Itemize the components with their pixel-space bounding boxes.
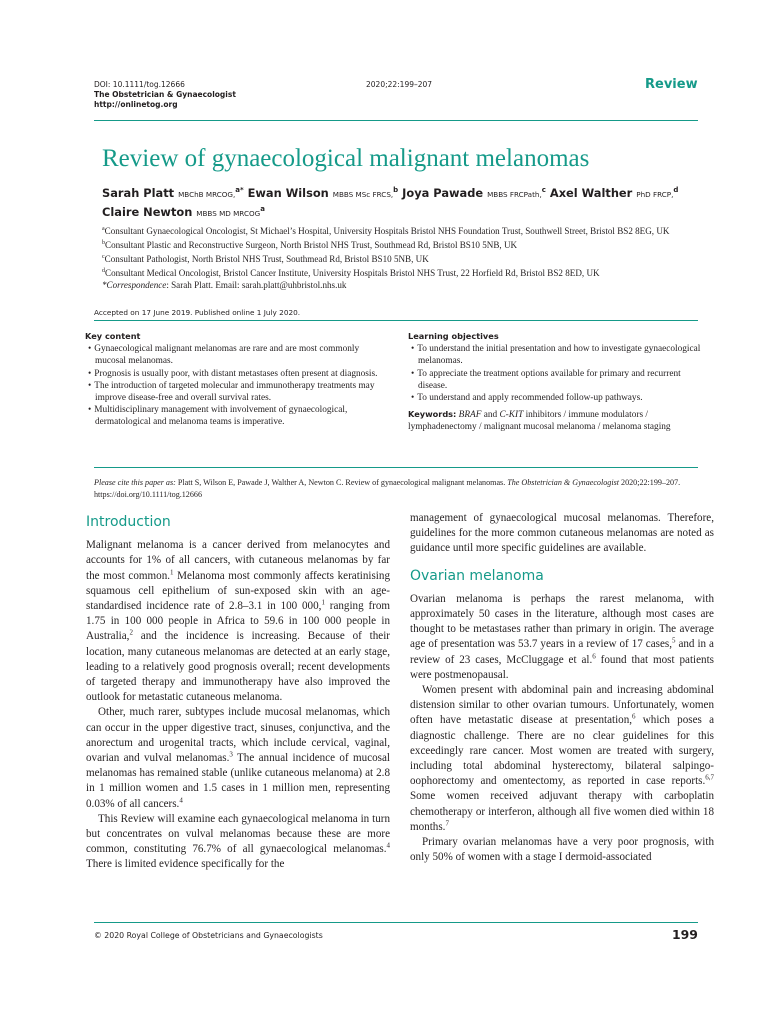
- copyright: © 2020 Royal College of Obstetricians and Gynaecologists: [94, 931, 323, 940]
- author: Joya Pawade MBBS FRCPath,$^c$: [402, 185, 546, 200]
- ovarian-melanoma-heading: Ovarian melanoma: [410, 567, 544, 584]
- list-item: • Prognosis is usually poor, with distant metastases often present at diagnosis.: [85, 368, 385, 380]
- learning-objectives-box: [408, 330, 704, 434]
- key-content-heading: Key content: [85, 331, 141, 341]
- author: Axel Walther PhD FRCP,$^d$: [549, 185, 679, 200]
- journal-name: The Obstetrician & Gynaecologist: [94, 90, 236, 99]
- list-item: • Multidisciplinary management with involvement of gynaecological, dermatological and melanoma teams is imperative.: [85, 404, 385, 428]
- page-number: 199: [672, 927, 698, 942]
- affiliation: $^c$Consultant Pathologist, North Bristol NHS Trust, Southmead Rd, Bristol BS10 5NB, UK: [102, 254, 429, 265]
- journal-url[interactable]: http://onlinetog.org: [94, 100, 178, 109]
- paragraph: Ovarian melanoma is perhaps the rarest melanoma, with approximately 50 cases in the literature, although most cases are thought to be metastases rather than primary in origin. The average age of presentation was 53.7 years in a review of 17 cases,$^5$ and in a review of 23 cases, McCluggage et al.$^6$ found that most patients were postmenopausal.: [410, 592, 714, 681]
- list-item: • To understand the initial presentation and how to investigate gynaecological melanomas.: [408, 343, 704, 367]
- correspondence: *Correspondence: Sarah Platt. Email: sarah.platt@uhbristol.nhs.uk: [102, 280, 347, 291]
- learning-objectives-list: [408, 343, 704, 404]
- citation: Please cite this paper as: Platt S, Wilson E, Pawade J, Walther A, Newton C. Review of gynaecological malignant melanomas. The Obstetrician & Gynaecologist 2020;22:199–207. https://doi.org/10.1111/tog.12666: [94, 478, 681, 499]
- box-top-rule: [94, 320, 698, 321]
- paragraph: Malignant melanoma is a cancer derived from melanocytes and accounts for 1% of all cancers, with cutaneous melanomas by far the most common.$^1$ Melanoma most commonly affects keratinising squamous cell epithelium of sun-exposed skin with an age-standardised incidence rate of 2.8–3.1 in 100 000,$^1$ ranging from 1.75 in 100 000 people in Africa to 59.6 in 100 000 people in Australia,$^2$ and the incidence is increasing. Because of their location, many cutaneous melanomas are detected at an early stage, leading to a relatively good prognosis overall; recent developments of targeted therapy and immunotherapy have also improved the outlook for metastatic cutaneous melanoma.: [86, 539, 391, 704]
- volume-info: 2020;22:199–207: [366, 80, 433, 89]
- author-list: [102, 183, 702, 221]
- learning-objectives-heading: Learning objectives: [408, 331, 499, 341]
- affiliations: [102, 223, 702, 291]
- keywords: Keywords: BRAF and C-KIT inhibitors / immune modulators / lymphadenectomy / malignant mucosal melanoma / melanoma staging: [408, 409, 671, 433]
- footer-rule: [94, 922, 698, 923]
- paragraph: Women present with abdominal pain and increasing abdominal distension similar to other ovarian tumours. Unfortunately, women often have metastatic disease at presentation,$^6$ which poses a diagnostic challenge. There are no clear guidelines for this exceedingly rare cancer. Most women are treated with surgery, including total abdominal hysterectomy, bilateral salpingo-oophorectomy and omentectomy, as reported in case reports.$^{6,7}$ Some women received adjuvant therapy with carboplatin chemotherapy or interferon, although all five women died within 18 months.$^7$: [410, 684, 714, 833]
- affiliation: $^b$Consultant Plastic and Reconstructive Surgeon, North Bristol NHS Trust, Southmead Rd, Bristol BS10 5NB, UK: [102, 240, 518, 251]
- list-item: • To understand and apply recommended follow-up pathways.: [408, 392, 704, 404]
- section-label: Review: [645, 77, 698, 92]
- list-item: • Gynaecological malignant melanomas are rare and are most commonly mucosal melanomas.: [85, 343, 385, 367]
- box-bottom-rule: [94, 467, 698, 468]
- author: Sarah Platt MBChB MRCOG,$^{a*}$: [102, 185, 244, 200]
- doi: DOI: 10.1111/tog.12666: [94, 80, 185, 89]
- left-column: [86, 515, 390, 873]
- journal-header: [94, 80, 236, 110]
- paragraph: This Review will examine each gynaecological melanoma in turn but concentrates on vulval melanomas because these are more common, constituting 76.7% of all gynaecological melanomas.$^4$ There is limited evidence specifically for the: [86, 812, 390, 871]
- header-rule: [94, 120, 698, 121]
- author: Ewan Wilson MBBS MSc FRCS,$^b$: [247, 185, 399, 200]
- affiliation: $^a$Consultant Gynaecological Oncologist, St Michael’s Hospital, University Hospitals Bristol NHS Foundation Trust, Southwell Street, Bristol BS2 8EG, UK: [102, 226, 670, 237]
- key-content-box: [85, 330, 385, 429]
- paragraph: management of gynaecological mucosal melanomas. Therefore, guidelines for the more common cutaneous melanomas are noted as guidance until more specific guidelines are available.: [410, 512, 714, 555]
- accepted-date: Accepted on 17 June 2019. Published online 1 July 2020.: [94, 308, 301, 317]
- paragraph: Primary ovarian melanomas have a very poor prognosis, with only 50% of women with a stage I dermoid-associated: [410, 836, 714, 864]
- list-item: • To appreciate the treatment options available for primary and recurrent disease.: [408, 368, 704, 392]
- paragraph: Other, much rarer, subtypes include mucosal melanomas, which can occur in the upper digestive tract, sinuses, conjunctiva, and the anorectum and urogenital tracts, which include cervical, vaginal, ovarian and vulval melanomas.$^3$ The annual incidence of mucosal melanomas has remained stable (unlike cutaneous melanoma) at 2.8 in 1 million women and 1.5 cases in 1 million men, representing 0.03% of all cancers.$^4$: [86, 706, 390, 810]
- right-column: [410, 511, 714, 865]
- affiliation: $^d$Consultant Medical Oncologist, Bristol Cancer Institute, University Hospitals Bristol NHS Trust, 22 Horfield Rd, Bristol BS2 8ED, UK: [102, 268, 600, 279]
- article-title: Review of gynaecological malignant melanomas: [102, 145, 590, 172]
- list-item: • The introduction of targeted molecular and immunotherapy treatments may improve disease-free and overall survival rates.: [85, 380, 385, 404]
- introduction-heading: Introduction: [86, 514, 171, 530]
- key-content-list: [85, 343, 385, 428]
- author: Claire Newton MBBS MD MRCOG$^a$: [102, 204, 265, 219]
